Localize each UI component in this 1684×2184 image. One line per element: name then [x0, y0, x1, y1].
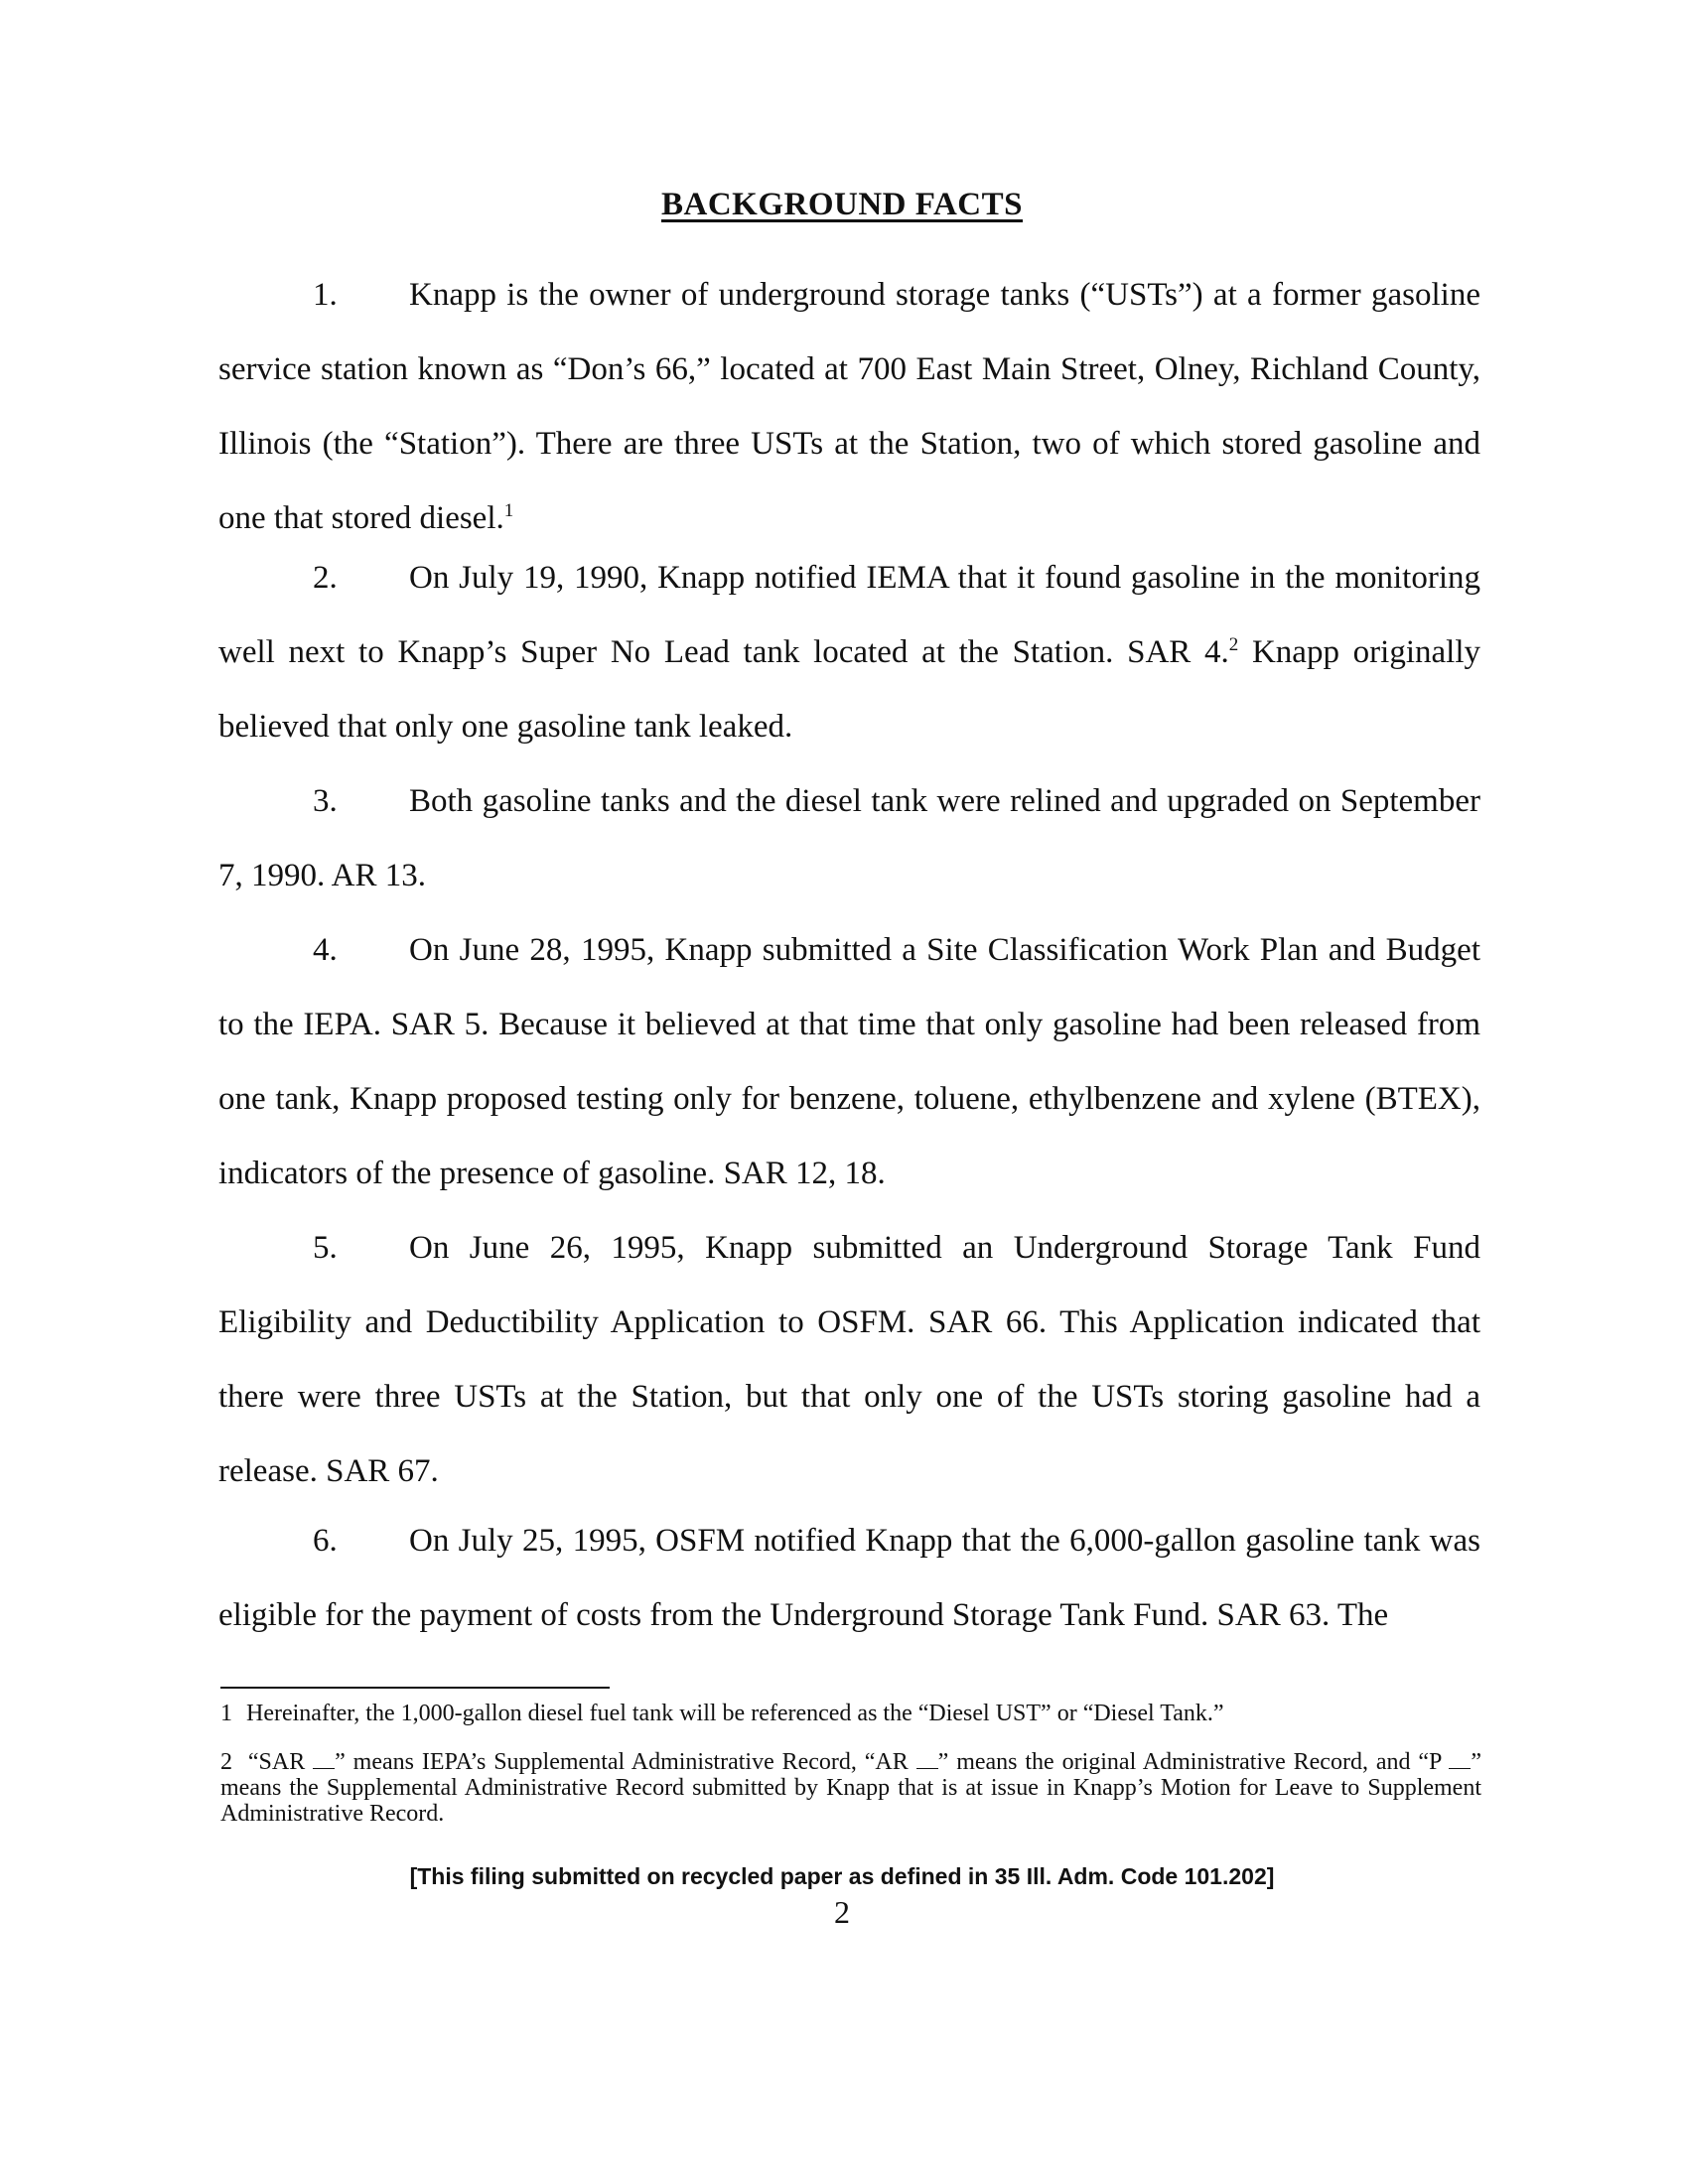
paragraph-number: 5.	[313, 1230, 338, 1266]
paragraph-number: 6.	[313, 1523, 338, 1559]
paragraph-text: Knapp is the owner of underground storage tanks (“USTs”) at a former gasoline service station known as “Don’s 66,” located at 700 East Main Street, Olney, Richland County, Illinois (the “Station”). There are three USTs at the Station, two of which stored gasoline and one that stored diesel.	[218, 277, 1480, 536]
footnote-ref-2: 2	[1228, 634, 1239, 655]
footnote-text-d: ” means the Supplemental Administrative Record submitted by Knapp that is at issue in Knapp’s Motion for Leave to Supplement Administrative Record.	[220, 1749, 1482, 1827]
blank-line	[916, 1750, 938, 1769]
paragraph-3	[218, 764, 1480, 913]
paragraph-text-cont: Knapp originally believed that only one gasoline tank leaked.	[218, 634, 1480, 745]
paragraph-text: On July 25, 1995, OSFM notified Knapp that the 6,000-gallon gasoline tank was eligible for the payment of costs from the Underground Storage Tank Fund. SAR 63. The	[218, 1523, 1480, 1633]
footnote-1	[220, 1701, 1481, 1726]
blank-line	[313, 1750, 335, 1769]
footnote-divider	[220, 1687, 610, 1689]
footnote-2	[220, 1749, 1481, 1827]
paragraph-number: 1.	[313, 277, 338, 313]
footnote-number: 2	[220, 1749, 232, 1775]
section-heading: BACKGROUND FACTS	[661, 187, 1023, 222]
paragraph-6	[218, 1504, 1480, 1653]
paragraph-2	[218, 541, 1480, 764]
paragraph-4	[218, 913, 1480, 1211]
paragraph-number: 2.	[313, 560, 338, 596]
footnote-text-b: ” means IEPA’s Supplemental Administrative Record, “AR	[335, 1749, 916, 1775]
page-number: 2	[834, 1894, 850, 1930]
footnote-number: 1	[220, 1701, 232, 1726]
footnote-text-c: ” means the original Administrative Record, and “P	[937, 1749, 1450, 1775]
paragraph-text: On July 19, 1990, Knapp notified IEMA that it found gasoline in the monitoring well next to Knapp’s Super No Lead tank located at the Station. SAR 4.	[218, 560, 1480, 670]
footnote-ref-1: 1	[503, 500, 514, 521]
paragraph-text: On June 26, 1995, Knapp submitted an Underground Storage Tank Fund Eligibility and Deductibility Application to OSFM. SAR 66. This Application indicated that there were three USTs at the Station, but that only one of the USTs storing gasoline had a release. SAR 67.	[218, 1230, 1480, 1489]
paragraph-number: 4.	[313, 932, 338, 968]
blank-line	[1449, 1750, 1471, 1769]
paragraph-1	[218, 258, 1480, 556]
recycled-paper-notice: [This filing submitted on recycled paper as defined in 35 Ill. Adm. Code 101.202]	[409, 1863, 1275, 1889]
footnote-text-a: “SAR	[247, 1749, 314, 1775]
paragraph-text: On June 28, 1995, Knapp submitted a Site Classification Work Plan and Budget to the IEPA. SAR 5. Because it believed at that time that only gasoline had been released from one tank, Knapp proposed testing only for benzene, toluene, ethylbenzene and xylene (BTEX), indicators of the presence of gasoline. SAR 12, 18.	[218, 932, 1480, 1191]
footnote-text: Hereinafter, the 1,000-gallon diesel fuel tank will be referenced as the “Diesel UST” or “Diesel Tank.”	[246, 1701, 1224, 1726]
paragraph-5	[218, 1211, 1480, 1509]
paragraph-number: 3.	[313, 783, 338, 819]
paragraph-text: Both gasoline tanks and the diesel tank were relined and upgraded on September 7, 1990. AR 13.	[218, 783, 1480, 893]
